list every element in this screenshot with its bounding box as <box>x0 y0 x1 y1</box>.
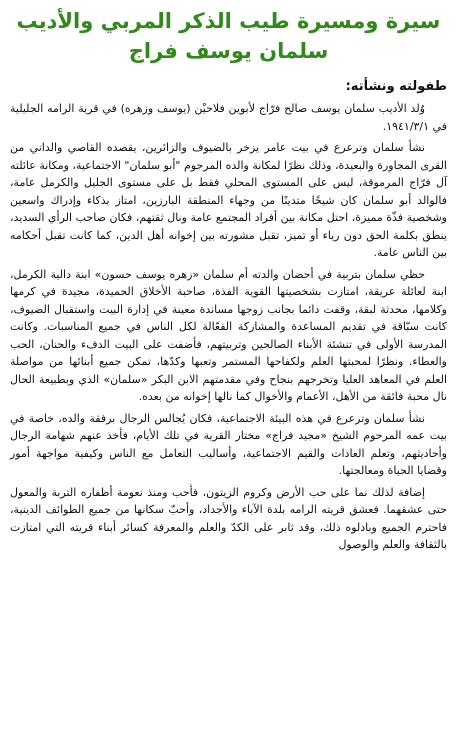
article-title-line-2: سلمان يوسف فراج <box>128 39 329 63</box>
paragraph-birth: وُلد الأديب سلمان يوسف صالح فرّاج لأبوين فلاحيْن (يوسف وزهره) في قرية الرامه الجليلية في ١٩٤١/٣/١. <box>10 102 447 133</box>
section-heading: طفولته ونشأته: <box>345 79 447 94</box>
paragraph-land-love: إضافة لذلك نما على حب الأرض وكروم الزيتون، فأحب ومنذ نعومة أظفاره التربة والمعول حتى عشقهما. فعشق قريته الرامه بلدة الآباء والأجداد، وأحبّ سكانها من جميع الطوائف الدينية، فاحترم الجميع وبادلوه ذلك، وقد ثابر على الكدّ والعلم والمعرفة كسائر أبناء قريته التي امتازت بالثقافة والعلم والوصول <box>10 485 447 551</box>
article-title-line-1: سيرة ومسيرة طيب الذكر المربي والأديب <box>16 9 441 33</box>
paragraph-upbringing: نشأ سلمان وترعرع في بيت عامر يزخر بالضيوف والزائرين، يقصده القاصي والداني من القرى المجاورة والبعيدة، وذلك نظرًا لمكانة والده المرحوم "أبو سلمان" الاجتماعية، ومكانة عائلته آل فرّاج المرموقة، ليس على المستوى المحلي فقط بل على مستوى الجليل والكرمل عامة، فالوالد أبو سلمان كان شيخًا متدينًا من وجهاء المنطقة البارزين، امتاز بذكاء وإدراك واسعين وشخصية فذّة مميزة، احتل مكانة بين أفراد المجتمع عامة ونال ثقتهم، فكان صاحب الرأي السديد، ينطق بكلمة الحق دون رياء أو تميز، تقبل مشورته بين إخوانه أهل الدين، كما كانت تقبل أحكامه بين الناس عامة. <box>10 141 447 259</box>
paragraph-social-environment: نشأ سلمان وترعرع في هذه البيئة الاجتماعية، فكان يُجالس الرجال برفقة والده، خاصة في بيت عمه المرحوم الشيخ «مجيد فراج» مختار القرية في تلك الأيام، فأخذ عنهم شهامة الرجال وأحاديثهم، وتعلم العادات والقيم الاجتماعية، وأساليب التعامل مع الناس وكيفية مواجهة أمور وقضايا الحياة ومعالجتها. <box>10 411 447 477</box>
paragraph-mother: حظي سلمان بتربية في أحضان والدته أم سلمان «زهره يوسف حسون» ابنة دالية الكرمل، ابنة لعائلة عريقة، امتازت بشخصيتها القوية الفذة، صاحبة الأخلاق الحميدة، مجيدة في كرمها وكلامها، محدثة لبقة، وقفت دائما بجانب زوجها مساندة معينة في إدارة البيت واستقبال الضيوف، كانت سبّاقة في تقديم المساعدة والمشاركة الفعّالة لكل الناس في جميع المناسبات. وكانت المدرسة الأولى في تنشئة الأبناء الصالحين وتربيتهم، فأضفت على البيت الدفء والحنان، الحب والعطاء. ونظرًا لمحبتها العلم ولكفاحها المستمر وتعبها وكدّها، تمكن جميع أبنائها من مواصلة العلم في المعاهد العليا وتخرجهم بنجاح وفي مقدمتهم الابن البكر «سلمان» الذي وبطبيعة الحال نال محبة فائقة من الأهل، الأعمام والأخوال كما نالها إخوانه من بعده. <box>10 267 447 403</box>
